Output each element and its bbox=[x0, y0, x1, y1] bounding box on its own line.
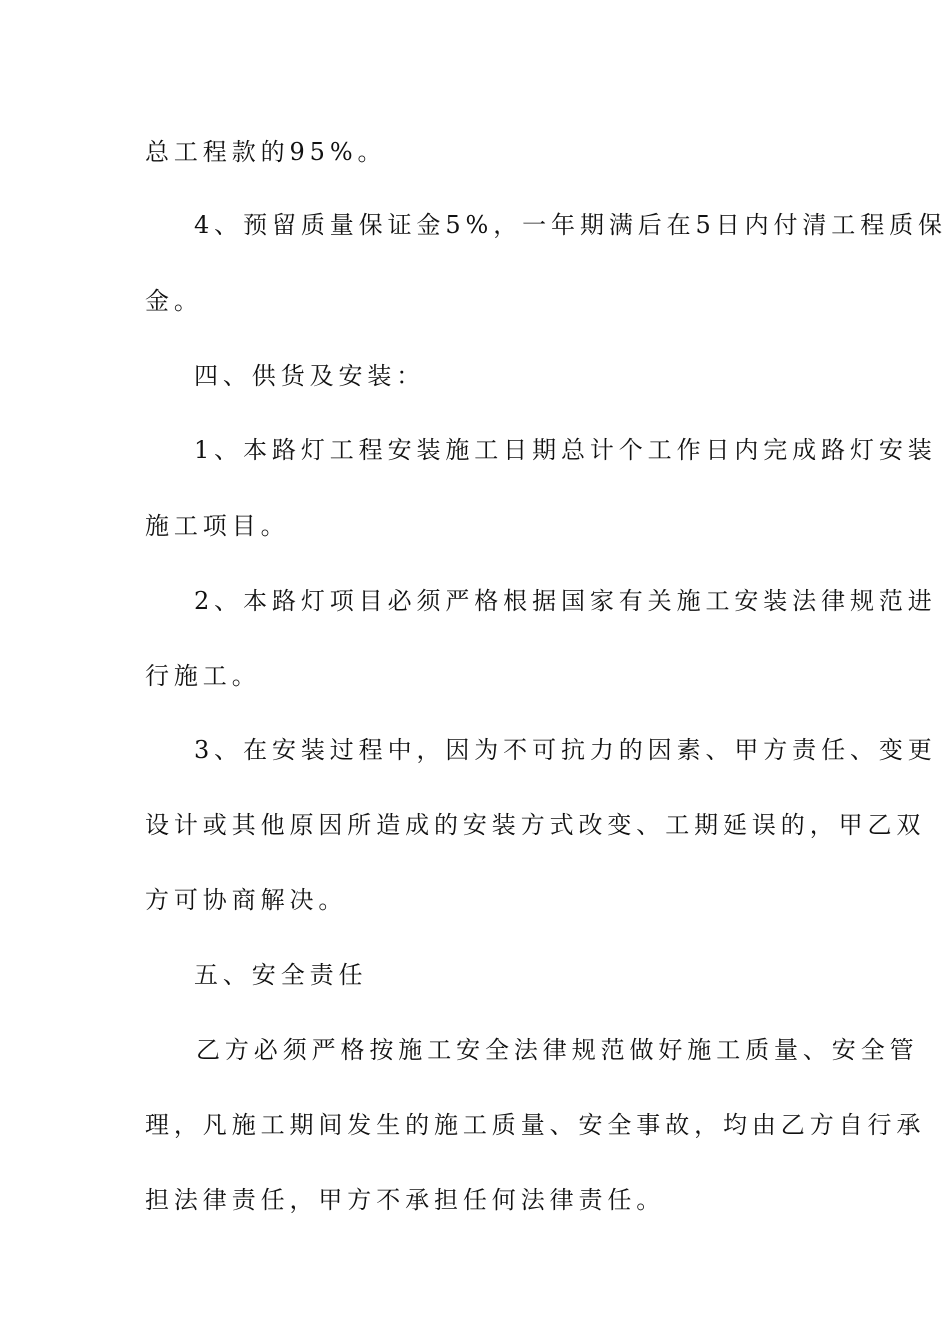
paragraph-line: 方可协商解决。 bbox=[145, 886, 348, 914]
paragraph-line: 1、本路灯工程安装施工日期总计个工作日内完成路灯安装 bbox=[194, 436, 937, 464]
paragraph-line: 理，凡施工期间发生的施工质量、安全事故，均由乙方自行承 bbox=[145, 1111, 926, 1139]
paragraph-line: 担法律责任，甲方不承担任何法律责任。 bbox=[145, 1186, 666, 1214]
paragraph-line: 金。 bbox=[145, 287, 203, 315]
paragraph-line: 乙方必须严格按施工安全法律规范做好施工质量、安全管 bbox=[196, 1036, 919, 1064]
paragraph-line: 3、在安装过程中，因为不可抗力的因素、甲方责任、变更 bbox=[194, 736, 937, 764]
section-heading: 四、供货及安装： bbox=[194, 362, 426, 390]
paragraph-line: 行施工。 bbox=[145, 662, 261, 690]
paragraph-line: 2、本路灯项目必须严格根据国家有关施工安装法律规范进 bbox=[194, 587, 937, 615]
section-heading: 五、安全责任 bbox=[194, 961, 368, 989]
paragraph-line: 4、预留质量保证金5%，一年期满后在5日内付清工程质保 bbox=[194, 211, 947, 239]
paragraph-line: 施工项目。 bbox=[145, 512, 290, 540]
paragraph-line: 总工程款的95%。 bbox=[145, 138, 387, 166]
paragraph-line: 设计或其他原因所造成的安装方式改变、工期延误的，甲乙双 bbox=[145, 811, 926, 839]
